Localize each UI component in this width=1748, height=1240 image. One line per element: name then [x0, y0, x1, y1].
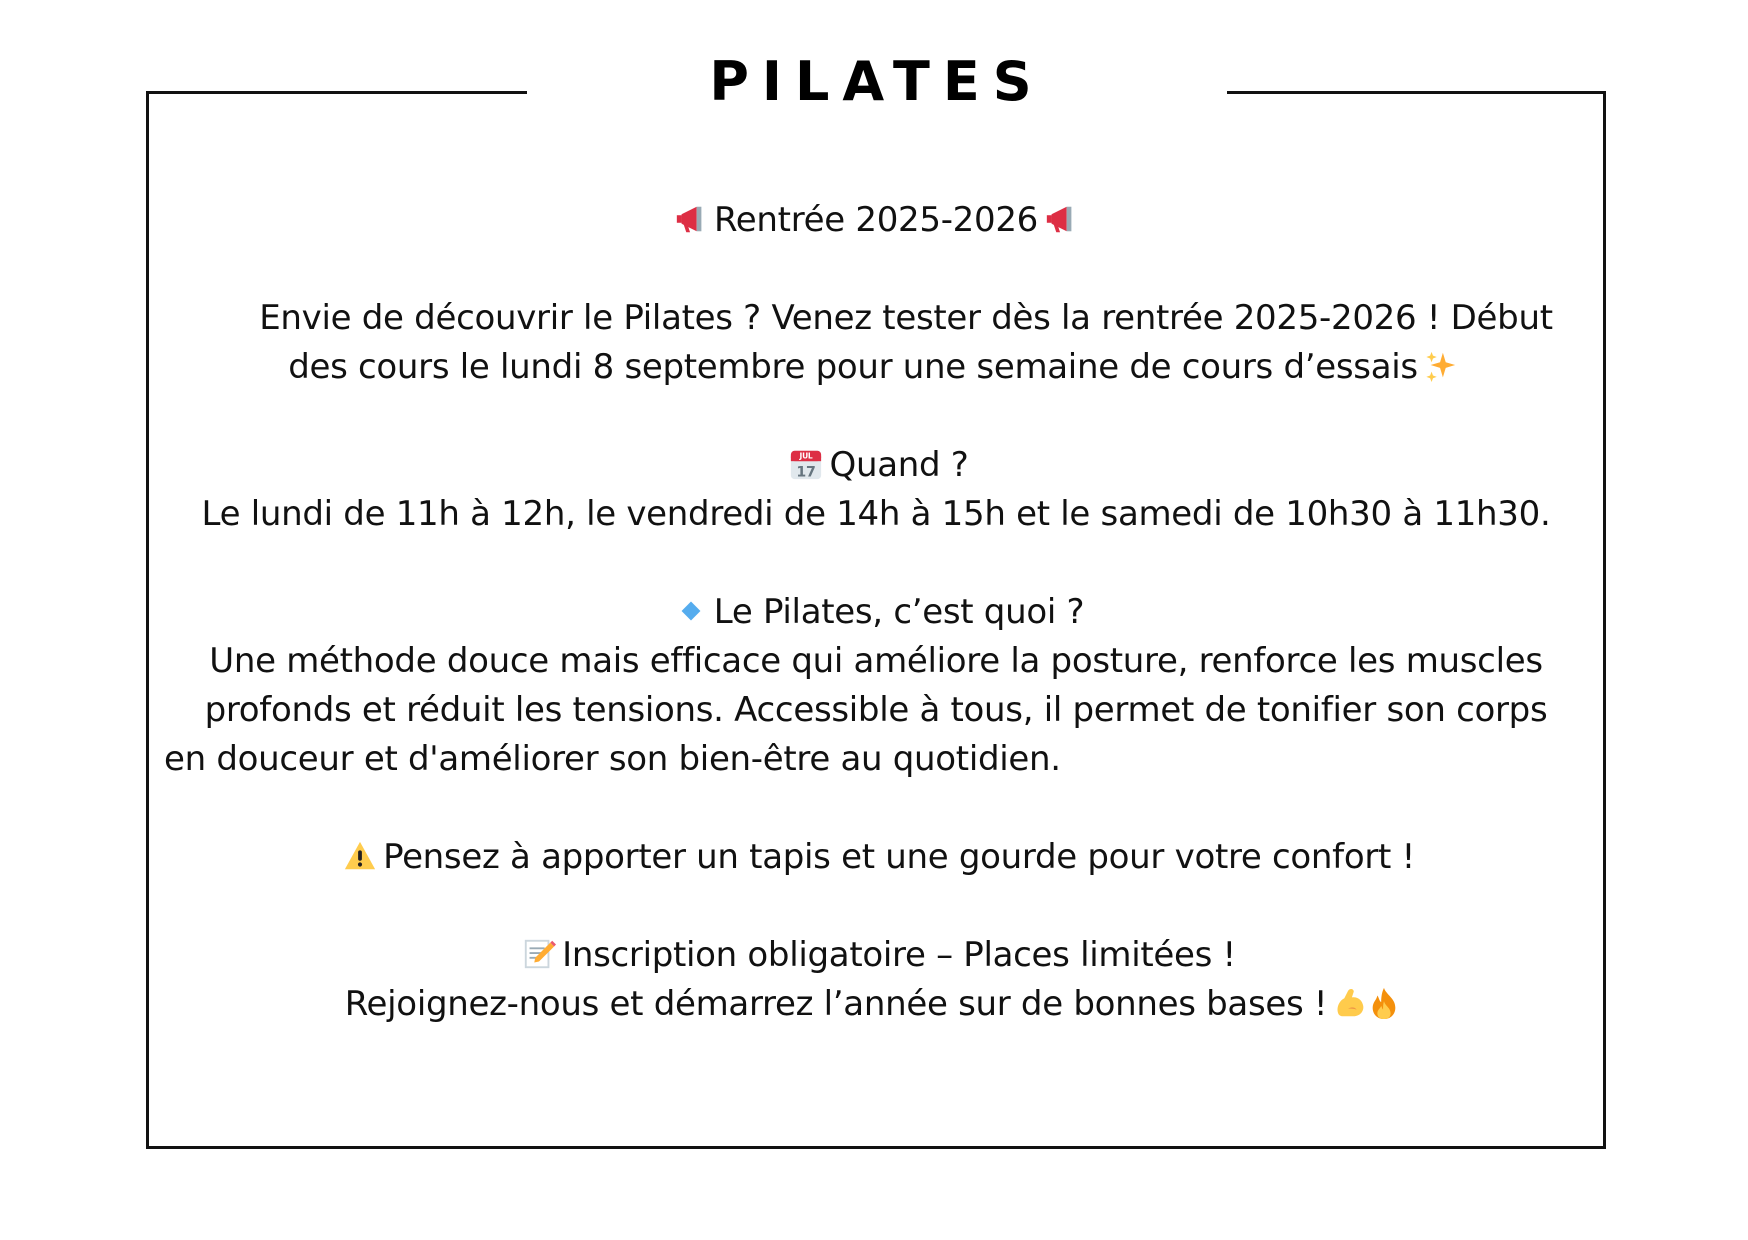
spacer — [160, 784, 1592, 833]
svg-text:JUL: JUL — [800, 451, 813, 461]
registration-line-2: Rejoignez-nous et démarrez l’année sur de bonnes bases ! — [344, 984, 1328, 1024]
spacer — [160, 539, 1592, 588]
spacer — [160, 392, 1592, 441]
spacer — [160, 245, 1592, 294]
calendar-icon — [789, 447, 823, 481]
spacer — [160, 882, 1592, 931]
about-line-1: Une méthode douce mais efficace qui améliore la posture, renforce les muscles — [209, 641, 1543, 681]
megaphone-icon — [674, 202, 708, 236]
about-heading-line — [160, 588, 1592, 637]
memo-icon — [522, 937, 556, 971]
intro-line-1: Envie de découvrir le Pilates ? Venez tester dès la rentrée 2025-2026 ! Début — [259, 298, 1553, 338]
registration-line-2-wrap — [160, 980, 1592, 1029]
about-line-2: profonds et réduit les tensions. Accessible à tous, il permet de tonifier son corps — [204, 690, 1548, 730]
announcement-heading: Rentrée 2025-2026 — [714, 200, 1038, 240]
megaphone-icon — [1044, 202, 1078, 236]
schedule-text: Le lundi de 11h à 12h, le vendredi de 14h à 15h et le samedi de 10h30 à 11h30. — [201, 494, 1551, 534]
schedule-heading-line — [160, 441, 1592, 490]
flexed-biceps-icon — [1333, 986, 1367, 1020]
sparkles-icon — [1424, 349, 1458, 383]
intro-line-2: des cours le lundi 8 septembre pour une semaine de cours d’essais — [288, 347, 1418, 387]
svg-text:17: 17 — [796, 464, 817, 481]
page-title: PILATES — [709, 50, 1045, 113]
intro-line-2-wrap — [160, 343, 1592, 392]
registration-line-1-wrap — [160, 931, 1592, 980]
blue-diamond-icon — [674, 594, 708, 628]
about-line-3: en douceur et d'améliorer son bien-être au quotidien. — [164, 739, 1061, 779]
reminder-line — [160, 833, 1592, 882]
announcement-heading-line — [160, 196, 1592, 245]
fire-icon — [1367, 986, 1401, 1020]
reminder-text: Pensez à apporter un tapis et une gourde pour votre confort ! — [383, 837, 1415, 877]
registration-line-1: Inscription obligatoire – Places limitées ! — [562, 935, 1236, 975]
warning-icon — [343, 839, 377, 873]
about-heading: Le Pilates, c’est quoi ? — [713, 592, 1085, 632]
schedule-heading: Quand ? — [829, 445, 969, 485]
flyer-content — [160, 196, 1592, 1029]
